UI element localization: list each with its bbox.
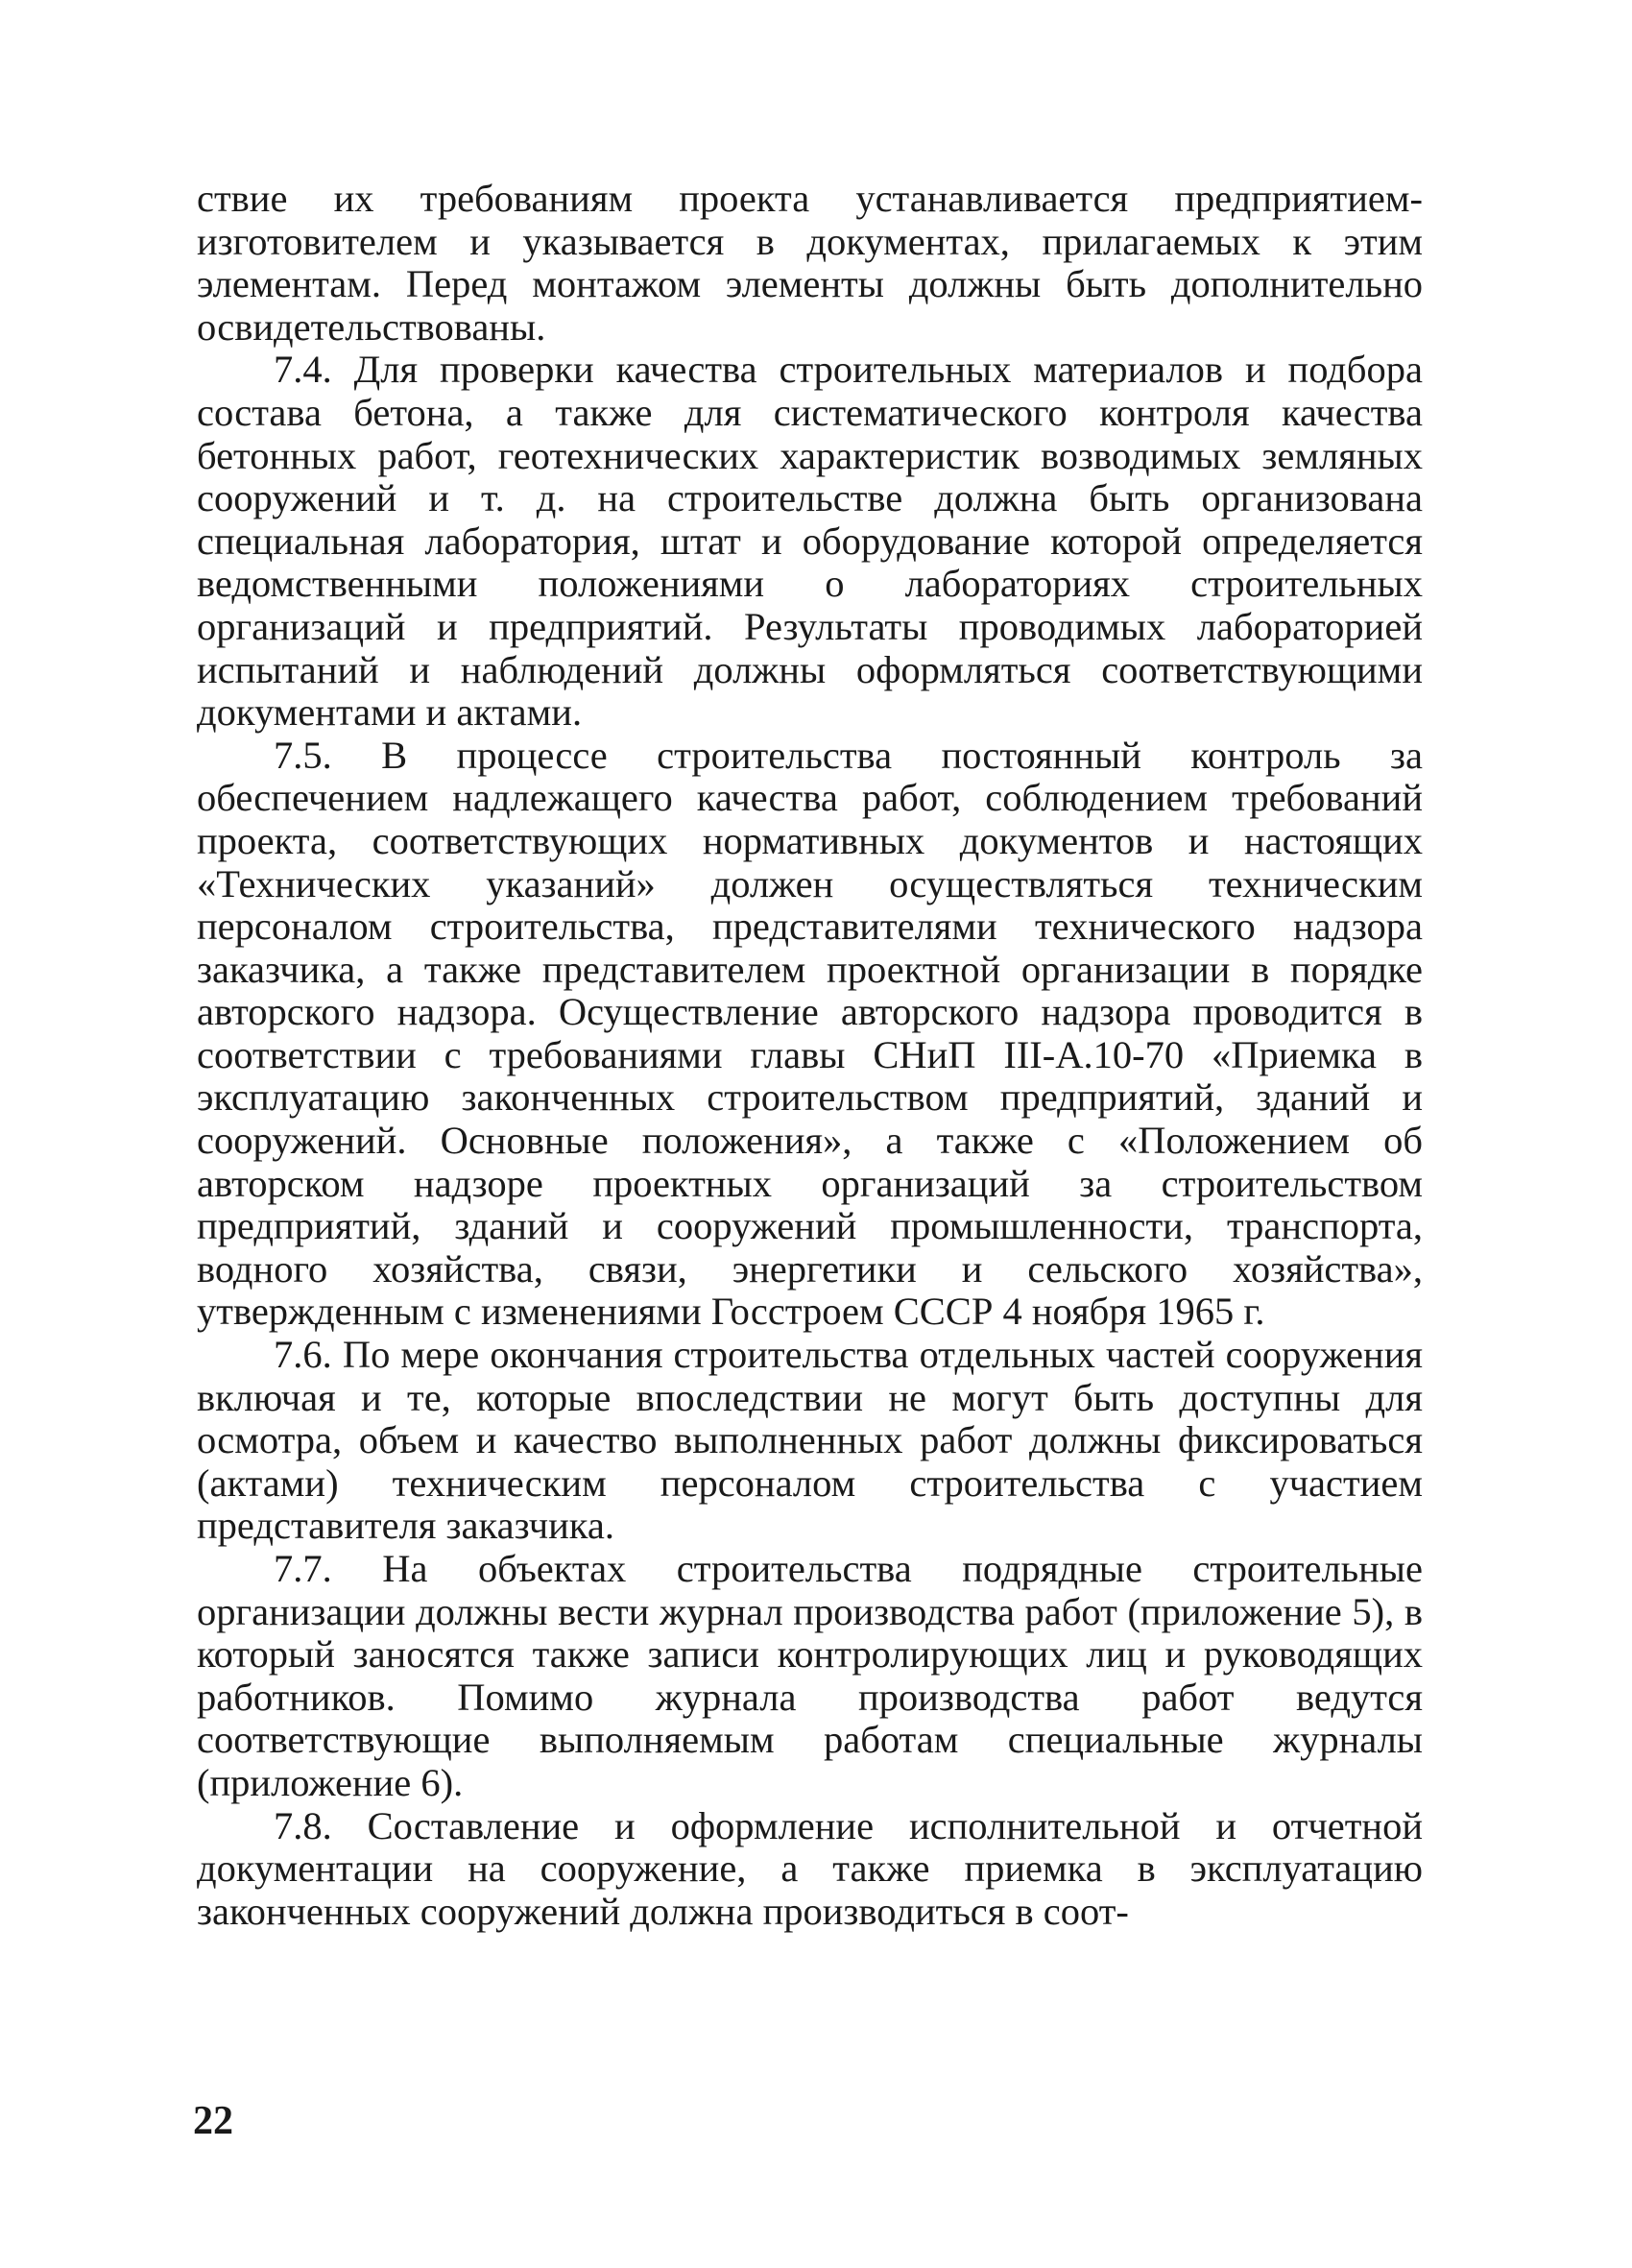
paragraph-7-8: 7.8. Составление и оформление исполнительной и отчетной документации на сооружение, а также приемка в эксплуатацию законченных сооружений должна производиться в соот- <box>197 1803 1423 1933</box>
paragraph-7-5: 7.5. В процессе строительства постоянный контроль за обеспечением надлежащего качества работ, соблюдением требований проекта, соответствующих нормативных документов и настоящих «Технических указаний» должен осуществляться техническим персоналом строительства, представителями технического надзора заказчика, а также представителем проектной организации в порядке авторского надзора. Осуществление авторского надзора проводится в соответствии с требованиями главы СНиП III-А.10-70 «Приемка в эксплуатацию законченных строительством предприятий, зданий и сооружений. Основные положения», а также с «Положением об авторском надзоре проектных организаций за строительством предприятий, зданий и сооружений промышленности, транспорта, водного хозяйства, связи, энергетики и сельского хозяйства», утвержденным с изменениями Госстроем СССР 4 ноября 1965 г. <box>197 733 1423 1334</box>
paragraph-continuation: ствие их требованиям проекта устанавливается предприятием-изготовителем и указывается в документах, прилагаемых к этим элементам. Перед монтажом элементы должны быть дополнительно освидетельствованы. <box>197 177 1423 349</box>
paragraph-7-4: 7.4. Для проверки качества строительных материалов и подбора состава бетона, а также для систематического контроля качества бетонных работ, геотехнических характеристик возводимых земляных сооружений и т. д. на строительстве должна быть организована специальная лаборатория, штат и оборудование которой определяется ведомственными положениями о лабораториях строительных организаций и предприятий. Результаты проводимых лабораторией испытаний и наблюдений должны оформляться соответствующими документами и актами. <box>197 348 1423 735</box>
body-text <box>197 178 1423 1933</box>
paragraph-7-6: 7.6. По мере окончания строительства отдельных частей сооружения включая и те, которые впоследствии не могут быть доступны для осмотра, объем и качество выполненных работ должны фиксироваться (актами) техническим персоналом строительства с участием представителя заказчика. <box>197 1333 1423 1548</box>
paragraph-7-7: 7.7. На объектах строительства подрядные строительные организации должны вести журнал производства работ (приложение 5), в который заносятся также записи контролирующих лиц и руководящих работников. Помимо журнала производства работ ведутся соответствующие выполняемым работам специальные журналы (приложение 6). <box>197 1547 1423 1804</box>
page-number: 22 <box>193 2099 233 2143</box>
